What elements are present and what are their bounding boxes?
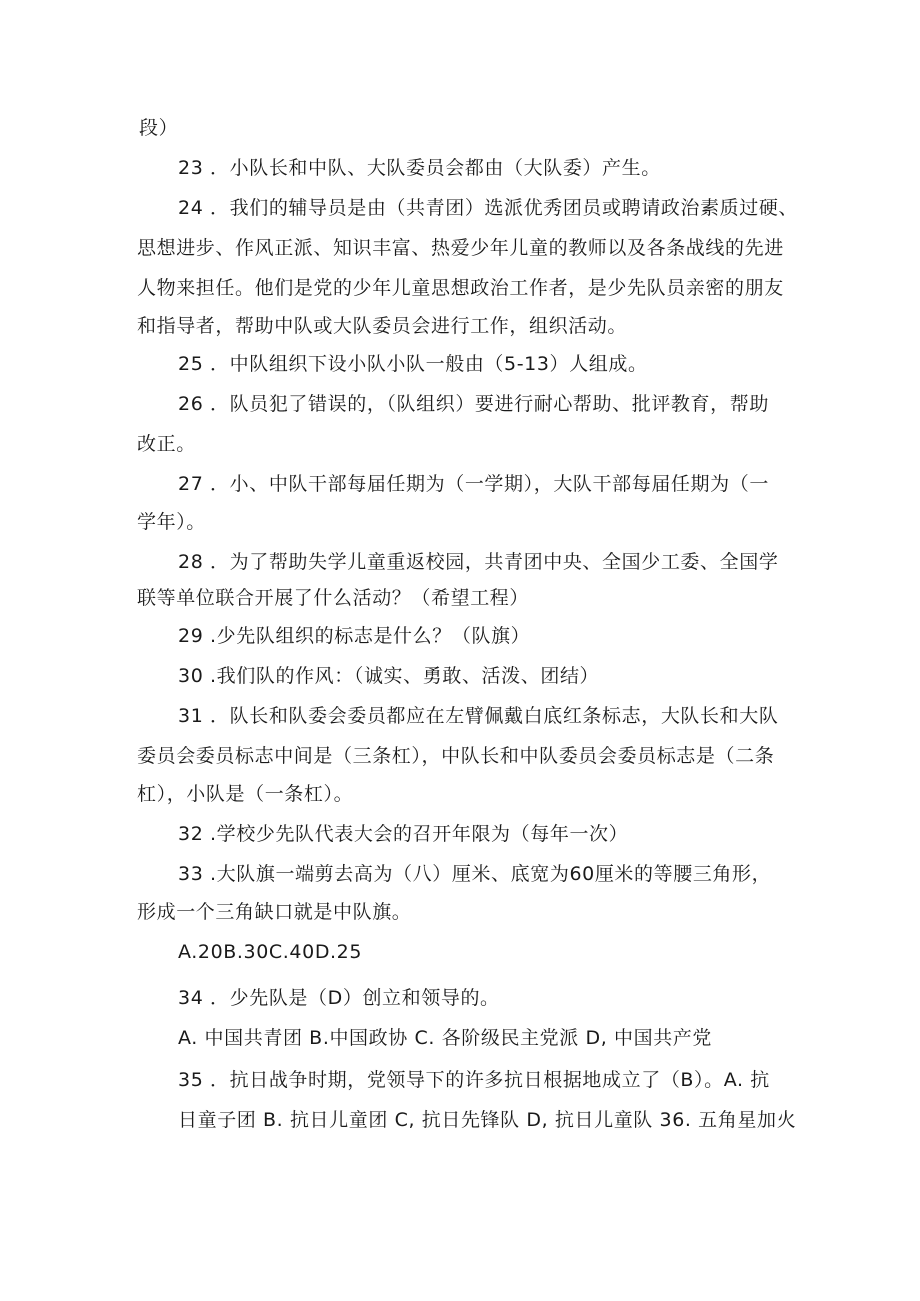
- answer-options: A. 中国共青团 B.中国政协 C. 各阶级民主党派 D, 中国共产党: [178, 1027, 712, 1049]
- text-line: 段）: [139, 117, 179, 139]
- question-23: 23 ．小队长和中队、大队委员会都由（大队委）产生。: [178, 157, 661, 179]
- question-29: 29 .少先队组织的标志是什么？（队旗）: [178, 625, 531, 647]
- question-27: 27 ．小、中队干部每届任期为（一学期），大队干部每届任期为（一: [178, 473, 769, 495]
- text-line: 形成一个三角缺口就是中队旗。: [137, 901, 412, 923]
- question-26: 26 ．队员犯了错误的，（队组织）要进行耐心帮助、批评教育，帮助: [178, 393, 769, 415]
- text-line: 和指导者，帮助中队或大队委员会进行工作，组织活动。: [137, 315, 628, 337]
- text-line: 学年）。: [137, 511, 206, 533]
- question-34: 34 ．少先队是（D）创立和领导的。: [178, 987, 500, 1009]
- answer-options: A.20B.30C.40D.25: [178, 941, 363, 963]
- text-line: 人物来担任。他们是党的少年儿童思想政治工作者，是少先队员亲密的朋友: [137, 277, 784, 299]
- text-line: 杠），小队是（一条杠）。: [137, 783, 354, 805]
- question-28: 28 ．为了帮助失学儿童重返校园，共青团中央、全国少工委、全国学: [178, 551, 779, 573]
- question-35: 35 ．抗日战争时期，党领导下的许多抗日根据地成立了（B）。A. 抗: [178, 1069, 770, 1091]
- text-line: 联等单位联合开展了什么活动？（希望工程）: [137, 587, 530, 609]
- text-line: 思想进步、作风正派、知识丰富、热爱少年儿童的教师以及各条战线的先进: [137, 237, 784, 259]
- question-33: 33 .大队旗一端剪去高为（八）厘米、底宽为60厘米的等腰三角形，: [178, 863, 772, 885]
- text-line: 改正。: [137, 433, 196, 455]
- question-25: 25 ．中队组织下设小队小队一般由（5-13）人组成。: [178, 353, 648, 375]
- question-30: 30 .我们队的作风：（诚实、勇敢、活泼、团结）: [178, 665, 600, 687]
- text-line: 委员会委员标志中间是（三条杠），中队长和中队委员会委员标志是（二条: [137, 745, 775, 767]
- question-24: 24 ．我们的辅导员是由（共青团）选派优秀团员或聘请政治素质过硬、: [178, 197, 799, 219]
- question-31: 31 ．队长和队委会委员都应在左臂佩戴白底红条标志，大队长和大队: [178, 705, 779, 727]
- text-line: 日童子团 B. 抗日儿童团 C, 抗日先锋队 D, 抗日儿童队 36. 五角星加火: [178, 1109, 797, 1131]
- question-32: 32 .学校少先队代表大会的召开年限为（每年一次）: [178, 823, 629, 845]
